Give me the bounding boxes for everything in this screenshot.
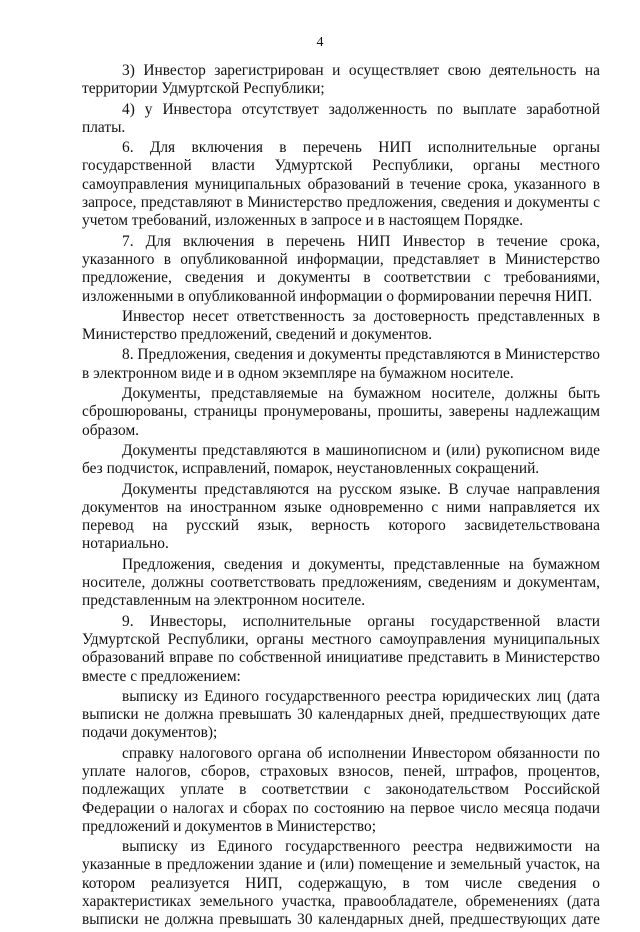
paragraph: справку налогового органа об исполнении Инвестором обязанности по уплате налогов, сборов, страховых взносов, пеней, штрафов, процентов, подлежащих уплате в соответствии с законодательством Российской Федерации о налогах и сборах по состоянию на первое число месяца подачи предложений и документов в Министерство; [82,744,600,835]
paragraph: 6. Для включения в перечень НИП исполнительные органы государственной власти Удмуртской Республики, органы местного самоуправления муниципальных образований в течение срока, указанного в запросе, представляют в Министерство предложения, сведения и документы с учетом требований, изложенных в запросе и в настоящем Порядке. [82,139,600,230]
document-body [82,62,600,932]
paragraph: Документы представляются в машинописном и (или) рукописном виде без подчисток, исправлений, помарок, неустановленных сокращений. [82,441,600,478]
paragraph: 9. Инвесторы, исполнительные органы государственной власти Удмуртской Республики, органы местного самоуправления муниципальных образований вправе по собственной инициативе представить в Министерство вместе с предложением: [82,612,600,685]
paragraph: 7. Для включения в перечень НИП Инвестор в течение срока, указанного в опубликованной информации, представляет в Министерство предложение, сведения и документы в соответствии с требованиями, изложенными в опубликованной информации о формировании перечня НИП. [82,232,600,305]
paragraph: выписку из Единого государственного реестра юридических лиц (дата выписки не должна превышать 30 календарных дней, предшествующих дате подачи документов); [82,687,600,742]
paragraph: выписку из Единого государственного реестра недвижимости на указанные в предложении здание и (или) помещение и земельный участок, на котором реализуется НИП, содержащую, в том числе сведения о характеристиках земельного участка, правообладателе, обременениях (дата выписки не должна превышать 30 календарных дней, предшествующих дате [82,838,600,929]
paragraph: Предложения, сведения и документы, представленные на бумажном носителе, должны соответствовать предложениям, сведениям и документам, представленным на электронном носителе. [82,555,600,610]
paragraph: Инвестор несет ответственность за достоверность представленных в Министерство предложений, сведений и документов. [82,307,600,344]
paragraph: 3) Инвестор зарегистрирован и осуществляет свою деятельность на территории Удмуртской Республики; [82,62,600,98]
paragraph: Документы представляются на русском языке. В случае направления документов на иностранном языке одновременно с ними направляется их перевод на русский язык, верность которого засвидетельствована нотариально. [82,480,600,553]
paragraph: Документы, представляемые на бумажном носителе, должны быть сброшюрованы, страницы пронумерованы, прошиты, заверены надлежащим образом. [82,385,600,439]
paragraph: 4) у Инвестора отсутствует задолженность по выплате заработной платы. [82,100,600,136]
page-number: 4 [316,35,324,50]
paragraph: 8. Предложения, сведения и документы представляются в Министерство в электронном виде и в одном экземпляре на бумажном носителе. [82,346,600,382]
